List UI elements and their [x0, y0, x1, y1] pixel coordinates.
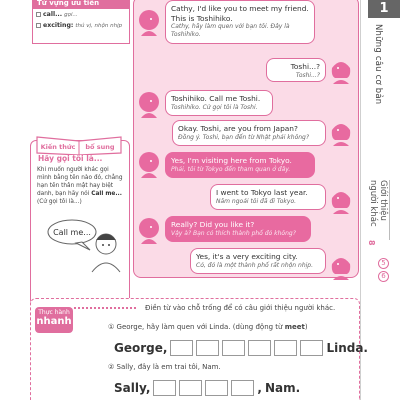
speech-text: Call me...: [53, 228, 91, 237]
answer-blank[interactable]: [222, 340, 245, 356]
question-close: ): [304, 323, 308, 331]
answer-line-2: [114, 380, 300, 396]
checkbox-icon: [36, 23, 41, 28]
answer-blank[interactable]: [274, 340, 297, 356]
knowledge-heading: Hãy gọi tôi là...: [38, 154, 103, 163]
question-1-prompt: [108, 323, 308, 331]
line-vietnamese: Năm ngoái tôi đã đi Tokyo.: [216, 197, 297, 205]
answer-start: Sally,: [114, 381, 151, 395]
question-verb: meet: [284, 323, 305, 331]
speaker-avatar-left: [137, 8, 161, 36]
checkbox-icon: [36, 12, 41, 17]
answer-start: George,: [114, 341, 168, 355]
knowledge-body: Khi muốn người khác gọi mình bằng tên nào đó, chẳng hạn tên thân mật hay biệt danh, bạn hãy nói: [37, 167, 123, 197]
speaker-avatar-left: [137, 216, 161, 244]
dialogue-bubble: [165, 0, 315, 44]
talking-people-illustration: [36, 214, 128, 274]
question-number: ①: [108, 323, 115, 331]
dotted-divider: [74, 307, 136, 311]
speaker-avatar-left: [137, 150, 161, 178]
line-vietnamese: Cathy, hãy làm quen với bạn tôi. Đây là Toshihiko.: [171, 23, 290, 38]
section-label: Giới thiệu người khác: [368, 180, 390, 240]
exercise-badge-bottom: nhanh: [36, 316, 72, 327]
answer-end: Linda.: [326, 341, 368, 355]
vocab-heading: Từ vựng ưu tiên: [33, 0, 129, 9]
speaker-avatar-left: [137, 90, 161, 118]
vocab-box: [32, 0, 130, 44]
knowledge-badge-right: bổ sung: [85, 143, 115, 151]
line-vietnamese: Toshihiko. Cứ gọi tôi là Toshi.: [171, 103, 258, 111]
line-vietnamese: Có, đó là một thành phố rất nhộn nhịp.: [196, 261, 313, 269]
vocab-word: call...: [43, 11, 63, 18]
question-2-prompt: [108, 363, 221, 371]
chapter-number: 1: [368, 0, 400, 18]
vocab-gloss: thú vị, nhộn nhịp: [75, 22, 123, 29]
line-english: I went to Tokyo last year.: [216, 188, 308, 197]
line-english: Cathy, I'd like you to meet my friend. This is Toshihiko.: [171, 4, 309, 23]
answer-blank[interactable]: [179, 380, 202, 396]
answer-blank[interactable]: [196, 340, 219, 356]
exercise-instruction: Điền từ vào chỗ trống để có câu giới thiệu người khác.: [145, 304, 336, 312]
dialogue-bubble: [266, 58, 326, 82]
vocab-item: [33, 9, 129, 20]
line-english: Really? Did you like it?: [171, 220, 255, 229]
vocab-item: [33, 20, 129, 31]
dialogue-bubble: [165, 216, 311, 242]
line-english: Yes, it's a very exciting city.: [196, 252, 298, 261]
dialogue-bubble: [190, 248, 326, 274]
question-text: George, hãy làm quen với Linda. (dùng động từ: [116, 323, 283, 331]
line-english: Yes, I'm visiting here from Tokyo.: [171, 156, 292, 165]
line-english: Okay. Toshi, are you from Japan?: [178, 124, 298, 133]
answer-separator: ,: [257, 381, 262, 395]
line-vietnamese: Đồng ý. Toshi, bạn đến từ Nhật phải không?: [178, 133, 310, 141]
line-english: Toshi...?: [290, 62, 320, 71]
lesson-marker-5: 5: [378, 258, 389, 269]
speaker-avatar-right: [329, 252, 353, 280]
knowledge-badge-left: Kiến thức: [40, 143, 76, 151]
vocab-word: exciting:: [43, 22, 74, 29]
answer-blank[interactable]: [205, 380, 228, 396]
dialogue-bubble: [172, 120, 326, 146]
answer-line-1: [114, 340, 368, 356]
dialogue-bubble: [165, 90, 273, 116]
line-english: Toshihiko. Call me Toshi.: [171, 94, 261, 103]
knowledge-phrase: Call me...: [91, 191, 122, 197]
vocab-gloss: gọi...: [64, 11, 78, 18]
knowledge-text: [37, 166, 123, 206]
answer-blank[interactable]: [153, 380, 176, 396]
section-number: 8: [367, 240, 376, 246]
chapter-title: Những câu cơ bản: [373, 24, 383, 105]
question-number: ②: [108, 363, 115, 371]
answer-end: Nam.: [264, 381, 301, 395]
knowledge-phrase-note: (Cứ gọi tôi là...): [37, 199, 82, 205]
answer-blank[interactable]: [248, 340, 271, 356]
speaker-avatar-right: [329, 56, 353, 84]
line-vietnamese: Toshi...?: [295, 71, 320, 79]
question-text: Sally, đây là em trai tôi, Nam.: [116, 363, 221, 371]
open-book-icon: [35, 133, 123, 155]
speaker-avatar-right: [329, 186, 353, 214]
dialogue-bubble: [210, 184, 326, 210]
exercise-badge-top: Thực hành: [38, 309, 70, 316]
line-vietnamese: Phải, tôi từ Tokyo đến tham quan ở đây.: [171, 165, 291, 173]
answer-blank[interactable]: [170, 340, 193, 356]
line-vietnamese: Vậy à? Bạn có thích thành phố đó không?: [171, 229, 296, 237]
speaker-avatar-right: [329, 118, 353, 146]
exercise-badge: [35, 307, 73, 333]
answer-blank[interactable]: [300, 340, 323, 356]
answer-blank[interactable]: [231, 380, 254, 396]
lesson-marker-6: 6: [378, 271, 389, 282]
dialogue-bubble: [165, 152, 315, 178]
